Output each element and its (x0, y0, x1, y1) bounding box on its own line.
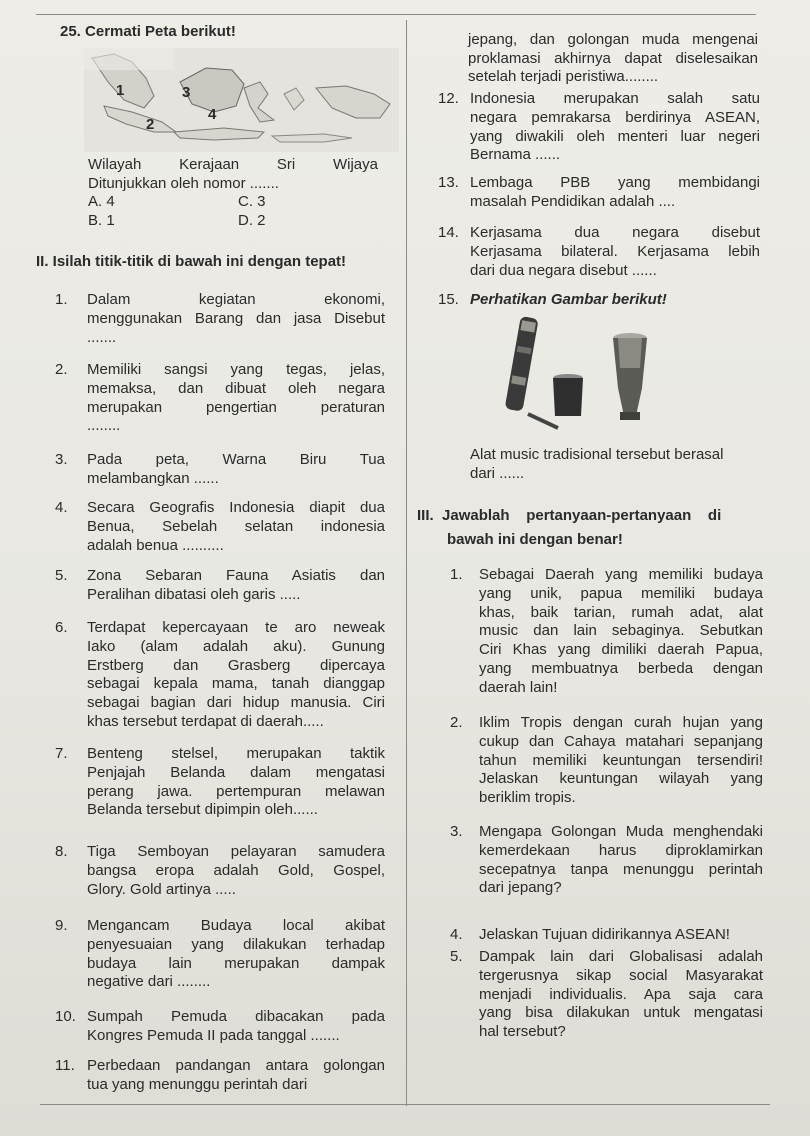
fill-question-number: 13. (438, 174, 459, 191)
essay-question-number: 3. (450, 823, 463, 840)
section3-title: III. Jawablah pertanyaan-pertanyaan di bawah ini dengan benar! (417, 507, 722, 548)
section2-title: II. Isilah titik-titik di bawah ini dengan tepat! (36, 253, 347, 270)
fill-question-number: 8. (55, 843, 68, 860)
fill-question-text: Secara Geografis Indonesia diapit dua Benua, Sebelah selatan indonesia adalah benua .......... (87, 499, 385, 554)
fill-question-text: Dalam kegiatan ekonomi, menggunakan Barang dan jasa Disebut ....... (87, 291, 385, 346)
fill-question-number: 14. (438, 224, 459, 241)
essay-question-number: 5. (450, 948, 463, 965)
map-label-3: 3 (182, 84, 191, 101)
fill-question-number: 5. (55, 567, 68, 584)
fill-question-item (55, 567, 385, 605)
essay-question-text: Iklim Tropis dengan curah hujan yang cukup dan Cahaya matahari sepanjang tahun memiliki keuntungan tersendiri! Jelaskan keuntungan wilayah yang beriklim tropis. (479, 714, 763, 807)
map-label-4: 4 (208, 106, 217, 123)
top-rule (36, 14, 756, 15)
fill-question-15 (438, 291, 760, 310)
essay-question-item (450, 566, 763, 698)
fill-question-item (438, 174, 760, 212)
drums-drawing (468, 308, 728, 433)
fill-question-item (55, 917, 385, 992)
q25-option[interactable]: D. 2 (238, 211, 266, 229)
fill-question-item (55, 361, 385, 436)
fill-question-number: 4. (55, 499, 68, 516)
fill-question-text: Tiga Semboyan pelayaran samudera bangsa eropa adalah Gold, Gospel, Glory. Gold artinya ..... (87, 843, 385, 898)
fill-question-item (438, 90, 760, 165)
q25-stem: Ditunjukkan oleh nomor ....... (88, 175, 279, 192)
fill-question-number: 11. (55, 1057, 75, 1074)
bottom-rule (40, 1104, 770, 1105)
fill-question-number: 7. (55, 745, 68, 762)
fill-question-item (55, 745, 385, 820)
fill-question-item (55, 499, 385, 555)
fill-question-text: Sumpah Pemuda dibacakan pada Kongres Pemuda II pada tanggal ....... (87, 1008, 385, 1044)
q25-title: 25. Cermati Peta berikut! (60, 23, 236, 40)
essay-question-number: 1. (450, 566, 463, 583)
fill-question-item (55, 1008, 385, 1046)
map-drawing (84, 48, 399, 152)
fill-question-text: Lembaga PBB yang membidangi masalah Pendidikan adalah .... (470, 174, 760, 210)
essay-question-text: Jelaskan Tujuan didirikannya ASEAN! (479, 926, 730, 943)
fill-question-text: Zona Sebaran Fauna Asiatis dan Peralihan dibatasi oleh garis ..... (87, 567, 385, 603)
fill-question-number: 1. (55, 291, 68, 308)
essay-question-text: Dampak lain dari Globalisasi adalah tergerusnya sikap social Masyarakat menjadi individualis. Apa saja cara yang bisa dilakukan untuk mengatasi hal tersebut? (479, 948, 763, 1041)
q25-option[interactable]: A. 4 (88, 193, 115, 210)
fill-question-number: 9. (55, 917, 68, 934)
essay-question-number: 4. (450, 926, 463, 943)
fill-question-text: Indonesia merupakan salah satu negara pemrakarsa berdirinya ASEAN, yang diwakili oleh menteri luar negeri Bernama ...... (470, 90, 760, 164)
essay-question-item (450, 823, 763, 898)
fill-question-number: 2. (55, 361, 68, 378)
fill-question-item (55, 843, 385, 899)
q11-continuation: jepang, dan golongan muda mengenai proklamasi akhirnya dapat diselesaikan setelah terjadi peristiwa........ (468, 31, 758, 86)
map-label-1: 1 (116, 82, 125, 99)
essay-question-text: Mengapa Golongan Muda menghendaki kemerdekaan harus diproklamirkan secepatnya tanpa menunggu perintah dari jepang? (479, 823, 763, 897)
essay-question-item (450, 714, 763, 808)
q25-header-row: Wilayah Kerajaan Sri Wijaya (88, 156, 378, 173)
fill-question-text: Kerjasama dua negara disebut Kerjasama bilateral. Kerjasama lebih dari dua negara disebut ...... (470, 224, 760, 279)
fill-question-text: Terdapat kepercayaan te aro neweak Iako (alam adalah aku). Gunung Erstberg dan Grasberg dipercaya sebagai kepala mama, tanah dianggap sebagai bagian dari hidup manusia. Ciri khas tersebut terdapat di daerah..... (87, 619, 385, 730)
fill-question-item (438, 224, 760, 280)
fill-question-text: Mengancam Budaya local akibat penyesuaian yang dilakukan terhadap budaya lain merupakan dampak negative dari ........ (87, 917, 385, 991)
fill-question-item (55, 291, 385, 347)
column-divider (406, 20, 407, 1106)
indonesia-map (84, 48, 399, 152)
fill-question-text: Benteng stelsel, merupakan taktik Penjajah Belanda dalam mengatasi perang jawa. pertempuran melawan Belanda tersebut dipimpin oleh...... (87, 745, 385, 819)
fill-question-number: 15. (438, 291, 459, 308)
fill-question-text: Memiliki sangsi yang tegas, jelas, memaksa, dan dibuat oleh negara merupakan pengertian peraturan ........ (87, 361, 385, 435)
map-label-2: 2 (146, 116, 155, 133)
fill-question-number: 10. (55, 1008, 76, 1025)
essay-question-item (450, 948, 763, 1042)
fill-question-text: Perbedaan pandangan antara golongan tua yang menunggu perintah dari (87, 1057, 385, 1093)
q15-question: Alat music tradisional tersebut berasal dari ...... (470, 446, 724, 482)
q25-option[interactable]: C. 3 (238, 193, 266, 210)
essay-question-item (450, 926, 763, 945)
fill-question-number: 3. (55, 451, 68, 468)
q15-title: Perhatikan Gambar berikut! (470, 291, 667, 308)
q25-options (88, 193, 388, 230)
fill-question-item (55, 451, 385, 489)
essay-question-text: Sebagai Daerah yang memiliki budaya yang unik, papua memiliki budaya khas, baik tarian, rumah adat, alat music dan lain sebaginya. Sebutkan Ciri Khas yang dimiliki daerah Papua, yang membuatnya berbeda dengan daerah lain! (479, 566, 763, 696)
essay-question-number: 2. (450, 714, 463, 731)
musical-instruments-picture (468, 308, 728, 433)
fill-question-number: 12. (438, 90, 459, 107)
fill-question-text: Pada peta, Warna Biru Tua melambangkan ...... (87, 451, 385, 487)
fill-question-item (55, 619, 385, 732)
fill-question-number: 6. (55, 619, 68, 636)
q25-option[interactable]: B. 1 (88, 211, 115, 229)
fill-question-item (55, 1057, 385, 1095)
